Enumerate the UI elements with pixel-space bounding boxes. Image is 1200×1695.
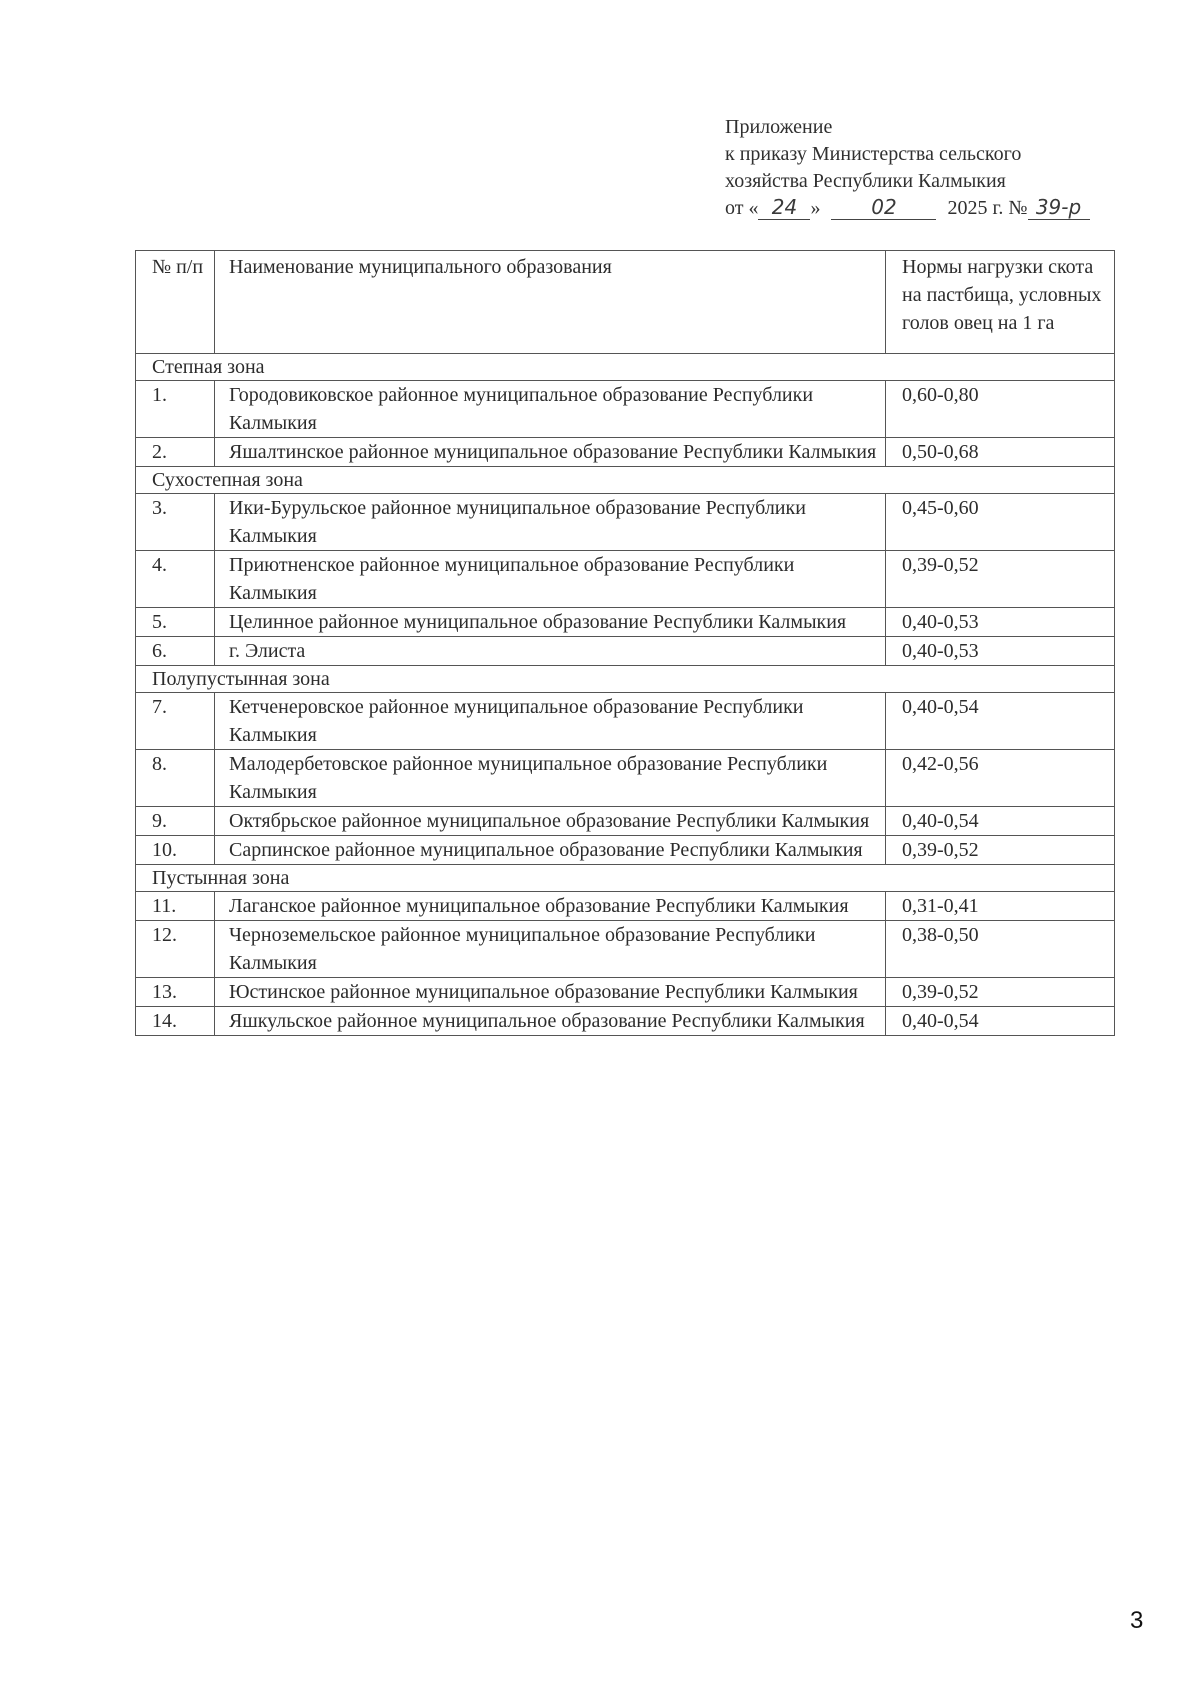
table-row [136,693,1115,750]
date-prefix: от « [725,197,759,219]
zone-row [136,865,1115,892]
table-row [136,608,1115,637]
date-mid: » [810,197,821,219]
date-day-field [758,196,810,220]
table-row [136,921,1115,978]
municipality-name: Лаганское районное муниципальное образование Республики Калмыкия [215,892,886,921]
municipality-name: Городовиковское районное муниципальное образование Республики Калмыкия [215,381,886,438]
row-number: 13. [136,978,215,1007]
municipality-name: Ики-Бурульское районное муниципальное образование Республики Калмыкия [215,494,886,551]
row-number: 7. [136,693,215,750]
table-row [136,494,1115,551]
norm-value: 0,40-0,54 [886,807,1115,836]
norm-value: 0,40-0,53 [886,608,1115,637]
table-row [136,750,1115,807]
header-num: № п/п [136,251,215,354]
table-row [136,807,1115,836]
row-number: 9. [136,807,215,836]
appendix-date-line [725,195,1090,222]
municipality-name: Сарпинское районное муниципальное образование Республики Калмыкия [215,836,886,865]
date-year-label: 2025 г. № [947,197,1028,219]
municipality-name: Целинное районное муниципальное образование Республики Калмыкия [215,608,886,637]
norm-value: 0,39-0,52 [886,836,1115,865]
date-month-handwritten: 02 [871,195,897,219]
zone-label: Степная зона [136,354,1115,381]
appendix-title: Приложение [725,116,833,138]
table-row [136,836,1115,865]
row-number: 12. [136,921,215,978]
date-month-field [831,196,936,220]
norm-value: 0,39-0,52 [886,978,1115,1007]
row-number: 3. [136,494,215,551]
page-number: 3 [1130,1607,1144,1634]
municipality-name: г. Элиста [215,637,886,666]
header-norm: Нормы нагрузки скота на пастбища, условных голов овец на 1 га [886,251,1115,354]
norm-value: 0,42-0,56 [886,750,1115,807]
norm-value: 0,40-0,54 [886,693,1115,750]
header-name: Наименование муниципального образования [215,251,886,354]
municipality-name: Приютненское районное муниципальное образование Республики Калмыкия [215,551,886,608]
norm-value: 0,39-0,52 [886,551,1115,608]
zone-label: Сухостепная зона [136,467,1115,494]
date-day-handwritten: 24 [771,195,798,219]
norm-value: 0,38-0,50 [886,921,1115,978]
table-row [136,892,1115,921]
row-number: 2. [136,438,215,467]
norm-value: 0,45-0,60 [886,494,1115,551]
row-number: 10. [136,836,215,865]
row-number: 5. [136,608,215,637]
order-number-handwritten: 39-р [1035,195,1082,219]
municipality-name: Малодербетовское районное муниципальное образование Республики Калмыкия [215,750,886,807]
zone-label: Полупустынная зона [136,666,1115,693]
row-number: 4. [136,551,215,608]
zone-row [136,467,1115,494]
norm-value: 0,40-0,54 [886,1007,1115,1036]
norm-value: 0,40-0,53 [886,637,1115,666]
zone-label: Пустынная зона [136,865,1115,892]
appendix-header [725,114,1090,222]
grazing-norms-table [135,250,1115,1036]
row-number: 14. [136,1007,215,1036]
order-number-field [1028,196,1090,220]
table-row [136,637,1115,666]
row-number: 1. [136,381,215,438]
table-row [136,551,1115,608]
table-row [136,381,1115,438]
municipality-name: Яшкульское районное муниципальное образование Республики Калмыкия [215,1007,886,1036]
row-number: 8. [136,750,215,807]
table-row [136,1007,1115,1036]
zone-row [136,666,1115,693]
municipality-name: Октябрьское районное муниципальное образование Республики Калмыкия [215,807,886,836]
municipality-name: Кетченеровское районное муниципальное образование Республики Калмыкия [215,693,886,750]
municipality-name: Юстинское районное муниципальное образование Республики Калмыкия [215,978,886,1007]
norm-value: 0,31-0,41 [886,892,1115,921]
table-row [136,978,1115,1007]
table-row [136,438,1115,467]
norm-value: 0,60-0,80 [886,381,1115,438]
row-number: 6. [136,637,215,666]
table-header-row [136,251,1115,354]
norm-value: 0,50-0,68 [886,438,1115,467]
zone-row [136,354,1115,381]
appendix-order-ref: к приказу Министерства сельского [725,143,1022,165]
appendix-ministry: хозяйства Республики Калмыкия [725,170,1006,192]
municipality-name: Черноземельское районное муниципальное образование Республики Калмыкия [215,921,886,978]
municipality-name: Яшалтинское районное муниципальное образование Республики Калмыкия [215,438,886,467]
row-number: 11. [136,892,215,921]
